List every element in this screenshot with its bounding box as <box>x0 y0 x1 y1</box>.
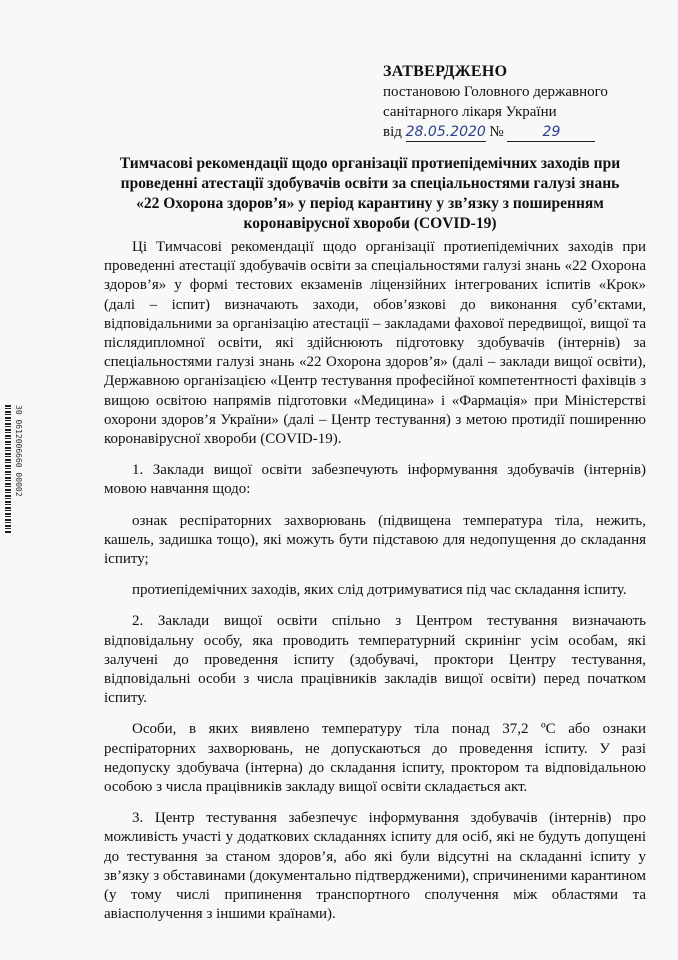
section-1a-paragraph: ознак респіраторних захворювань (підвищена температура тіла, нежить, кашель, задишка тощо), які можуть бути підставою для недопущення до складання іспиту; <box>104 512 646 568</box>
approval-block <box>383 62 643 142</box>
section-2a-paragraph: Особи, в яких виявлено температуру тіла понад 37,2 ºС або ознаки респіраторних захворювань, не допускаються до проведення іспиту. У разі недопуску здобувача (інтерна) до складання іспиту, проктором та відповідальною особою з числа працівників закладу вищої освіти складається акт. <box>104 721 646 796</box>
document-body <box>104 238 646 925</box>
title-line: «22 Охорона здоров’я» у період карантину у зв’язку з поширенням <box>136 195 604 212</box>
date-label: від <box>383 124 402 140</box>
intro-paragraph: Ці Тимчасові рекомендації щодо організації протиепідемічних заходів при проведенні атестації здобувачів освіти за спеціальностями галузі знань «22 Охорона здоров’я» у формі тестових екзаменів ліцензійних інтегрованих іспитів «Крок» (далі – іспит) визначають заходи, обов’язкові до виконання суб’єктами, відповідальними за організацію атестації – закладами фахової передвищої, вищої та післядипломної освіти, які здійснюють підготовку здобувачів (інтернів) за спеціальностями галузі знань «22 Охорона здоров’я» (далі – заклади вищої освіти), Державною організацією «Центр тестування професійної компетентності фахівців з вищою освітою напрямів підготовки «Медицина» і «Фармація» при Міністерстві охорони здоров’я України» (далі – Центр тестування) з метою протидії поширенню коронавірусної хвороби (COVID-19). <box>104 239 646 448</box>
section-1b-paragraph: протиепідемічних заходів, яких слід дотримуватися під час складання іспиту. <box>132 582 627 599</box>
approval-date-line <box>383 122 643 142</box>
document-title <box>100 154 640 234</box>
approval-title: ЗАТВЕРДЖЕНО <box>383 63 508 80</box>
number-label: № <box>489 124 504 140</box>
title-line: коронавірусної хвороби (COVID-19) <box>243 215 497 232</box>
section-3-paragraph: 3. Центр тестування забезпечує інформування здобувачів (інтернів) про можливість участі у додаткових складаннях іспиту для осіб, які не будуть допущені до тестування за станом здоров’я, або які були відсутні на складанні іспиту у зв’язку з обставинами (документально підтвердженими), спричиненими карантином (у тому числі припинення транспортного сполучення між областями та авіасполучення з іншими країнами). <box>104 810 646 923</box>
barcode-number: 30 0612006660 00002 <box>14 405 23 497</box>
barcode-icon <box>5 405 11 533</box>
approval-line-1: постановою Головного державного <box>383 84 608 100</box>
section-2-paragraph: 2. Заклади вищої освіти спільно з Центром тестування визначають відповідальну особу, яка проводить температурний скринінг усім особам, які залучені до проведення іспиту (здобувачі, проктори Центру тестування, відповідальні особи з числа працівників закладів вищої освіти) перед початком іспиту. <box>104 613 646 707</box>
approval-line-2: санітарного лікаря України <box>383 104 557 120</box>
barcode-stamp <box>5 405 21 533</box>
title-line: проведенні атестації здобувачів освіти за спеціальностями галузі знань <box>120 175 620 192</box>
number-value: 29 <box>507 124 595 142</box>
section-1-paragraph: 1. Заклади вищої освіти забезпечують інформування здобувачів (інтернів) мовою навчання щодо: <box>104 462 646 498</box>
date-value: 28.05.2020 <box>405 124 486 140</box>
title-line: Тимчасові рекомендації щодо організації протиепідемічних заходів при <box>119 155 621 172</box>
